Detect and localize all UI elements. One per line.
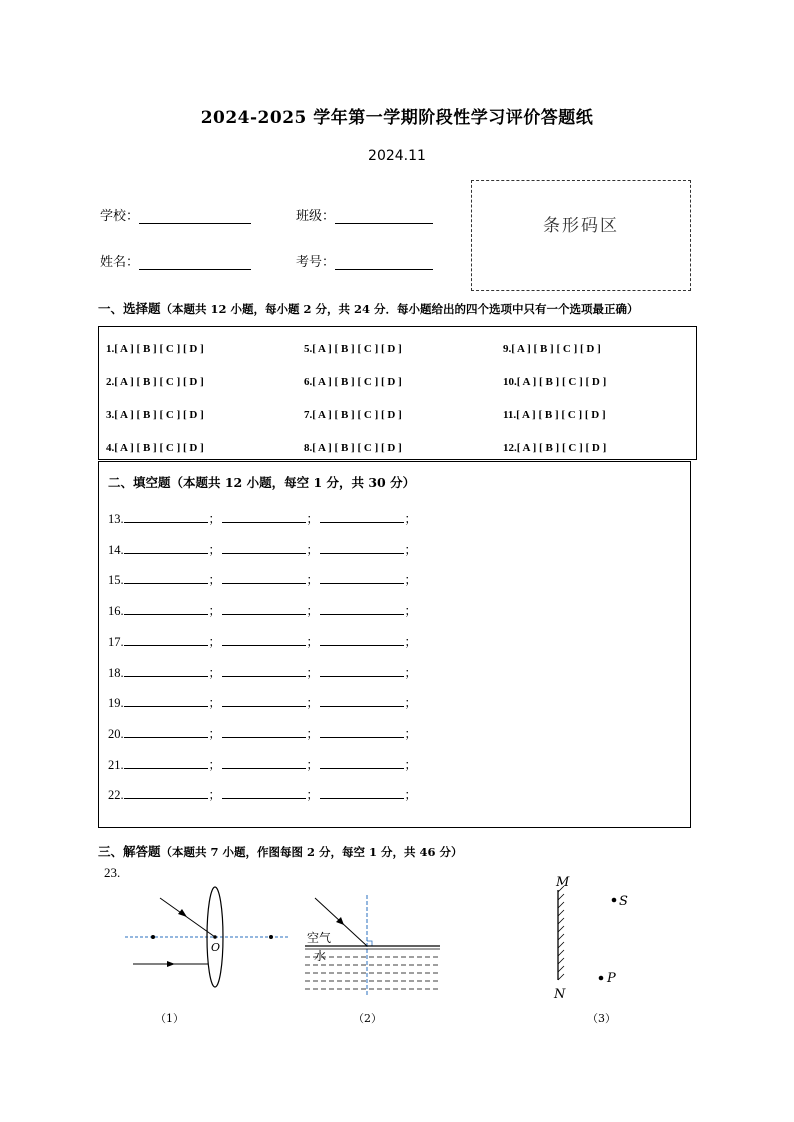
name-input-line[interactable]: [139, 255, 251, 270]
section2-title: 二、填空题（本题共 12 小题，每空 1 分，共 30 分）: [108, 475, 416, 490]
fill-row-13: [108, 509, 418, 527]
class-field[interactable]: [296, 205, 433, 224]
school-label: 学校：: [100, 209, 140, 224]
answer-blank[interactable]: [222, 571, 306, 584]
answer-blank[interactable]: [320, 694, 404, 707]
name-label: 姓名：: [100, 255, 140, 270]
answer-blank[interactable]: [124, 756, 208, 769]
fill-row-17: [108, 632, 418, 650]
answer-blank[interactable]: [222, 756, 306, 769]
answer-blank[interactable]: [320, 633, 404, 646]
separator: ；: [306, 788, 319, 802]
mc-question-10[interactable]: 10.[ A ] [ B ] [ C ] [ D ]: [503, 376, 607, 388]
answer-blank[interactable]: [222, 633, 306, 646]
mirror-hatching: [558, 886, 564, 980]
mc-question-12[interactable]: 12.[ A ] [ B ] [ C ] [ D ]: [503, 442, 607, 454]
mc-question-4[interactable]: 4.[ A ] [ B ] [ C ] [ D ]: [106, 442, 204, 454]
section1-note: （本题共 12 小题，每小题 2 分，共 24 分．每小题给出的四个选项中只有一个选项最正确）: [160, 302, 639, 316]
separator: ；: [404, 727, 417, 741]
question-number: 18.: [108, 666, 124, 680]
separator: ；: [404, 573, 417, 587]
separator: ；: [306, 543, 319, 557]
question-number: 20.: [108, 727, 124, 741]
separator: ；: [208, 635, 221, 649]
exam-no-input-line[interactable]: [335, 255, 433, 270]
label-O: O: [211, 941, 221, 954]
separator: ；: [404, 788, 417, 802]
question-number: 16.: [108, 604, 124, 618]
exam-no-field[interactable]: [296, 251, 433, 270]
fill-row-18: [108, 663, 418, 681]
answer-blank[interactable]: [320, 602, 404, 615]
mc-question-9[interactable]: 9.[ A ] [ B ] [ C ] [ D ]: [503, 343, 601, 355]
question-number: 21.: [108, 758, 124, 772]
barcode-area: 条形码区: [471, 180, 691, 291]
mc-question-3[interactable]: 3.[ A ] [ B ] [ C ] [ D ]: [106, 409, 204, 421]
answer-blank[interactable]: [320, 664, 404, 677]
separator: ；: [404, 666, 417, 680]
answer-blank[interactable]: [124, 664, 208, 677]
focal-point-left: [151, 935, 155, 939]
point-S: [612, 898, 617, 903]
label-N: N: [554, 987, 566, 1002]
answer-blank[interactable]: [222, 602, 306, 615]
separator: ；: [306, 635, 319, 649]
separator: ；: [208, 727, 221, 741]
answer-blank[interactable]: [124, 786, 208, 799]
school-field[interactable]: [100, 205, 251, 224]
arrow-icon: [178, 909, 187, 917]
mc-question-7[interactable]: 7.[ A ] [ B ] [ C ] [ D ]: [304, 409, 402, 421]
fill-row-15: [108, 570, 418, 588]
figure-2-caption: （2）: [353, 1012, 382, 1025]
answer-blank[interactable]: [124, 541, 208, 554]
answer-blank[interactable]: [320, 510, 404, 523]
answer-blank[interactable]: [222, 786, 306, 799]
answer-blank[interactable]: [222, 694, 306, 707]
answer-blank[interactable]: [124, 725, 208, 738]
section3-header: [98, 842, 463, 860]
separator: ；: [306, 512, 319, 526]
separator: ；: [208, 696, 221, 710]
fill-row-14: [108, 540, 418, 558]
answer-blank[interactable]: [124, 571, 208, 584]
separator: ；: [306, 696, 319, 710]
separator: ；: [208, 788, 221, 802]
separator: ；: [208, 543, 221, 557]
answer-blank[interactable]: [222, 664, 306, 677]
mc-question-2[interactable]: 2.[ A ] [ B ] [ C ] [ D ]: [106, 376, 204, 388]
section3-title: 三、解答题: [98, 844, 161, 859]
answer-blank[interactable]: [320, 756, 404, 769]
figure-3-plane-mirror[interactable]: [545, 868, 645, 1003]
answer-blank[interactable]: [320, 541, 404, 554]
separator: ；: [208, 512, 221, 526]
name-field[interactable]: [100, 251, 251, 270]
page-title: 2024-2025 学年第一学期阶段性学习评价答题纸: [200, 108, 594, 128]
answer-blank[interactable]: [320, 786, 404, 799]
question-number: 14.: [108, 543, 124, 557]
question-23-number: 23.: [104, 865, 121, 880]
section3-note: （本题共 7 小题，作图每图 2 分，每空 1 分，共 46 分）: [160, 845, 463, 859]
arrow-icon: [167, 961, 175, 967]
mc-question-11[interactable]: 11.[ A ] [ B ] [ C ] [ D ]: [503, 409, 606, 421]
separator: ；: [306, 727, 319, 741]
question-number: 17.: [108, 635, 124, 649]
mc-question-5[interactable]: 5.[ A ] [ B ] [ C ] [ D ]: [304, 343, 402, 355]
fill-row-22: [108, 785, 418, 803]
answer-blank[interactable]: [124, 633, 208, 646]
answer-blank[interactable]: [222, 541, 306, 554]
answer-blank[interactable]: [124, 602, 208, 615]
label-S: S: [619, 894, 628, 909]
separator: ；: [404, 635, 417, 649]
question-number: 15.: [108, 573, 124, 587]
answer-blank[interactable]: [320, 725, 404, 738]
fill-row-20: [108, 724, 418, 742]
figure-2-refraction[interactable]: [300, 890, 450, 1000]
focal-point-right: [269, 935, 273, 939]
exam-no-label: 考号：: [296, 255, 336, 270]
separator: ；: [404, 758, 417, 772]
label-air: 空气: [307, 931, 332, 945]
mc-question-8[interactable]: 8.[ A ] [ B ] [ C ] [ D ]: [304, 442, 402, 454]
separator: ；: [306, 573, 319, 587]
answer-blank[interactable]: [222, 725, 306, 738]
incident-ray-1: [160, 898, 215, 937]
separator: ；: [208, 758, 221, 772]
figure-1-caption: （1）: [155, 1012, 184, 1025]
separator: ；: [404, 512, 417, 526]
mc-question-6[interactable]: 6.[ A ] [ B ] [ C ] [ D ]: [304, 376, 402, 388]
exam-date: 2024.11: [368, 148, 426, 164]
separator: ；: [404, 543, 417, 557]
separator: ；: [208, 604, 221, 618]
separator: ；: [306, 666, 319, 680]
answer-blank[interactable]: [124, 510, 208, 523]
fill-row-19: [108, 693, 418, 711]
school-input-line[interactable]: [139, 209, 251, 224]
mc-question-1[interactable]: 1.[ A ] [ B ] [ C ] [ D ]: [106, 343, 204, 355]
label-water: 水: [314, 949, 327, 963]
fill-row-21: [108, 755, 418, 773]
question-number: 19.: [108, 696, 124, 710]
answer-blank[interactable]: [320, 571, 404, 584]
fill-row-16: [108, 601, 418, 619]
separator: ；: [404, 696, 417, 710]
answer-blank[interactable]: [124, 694, 208, 707]
class-label: 班级：: [296, 209, 336, 224]
point-P: [599, 976, 604, 981]
figure-1-lens[interactable]: [115, 880, 295, 990]
separator: ；: [404, 604, 417, 618]
label-P: P: [607, 971, 616, 986]
separator: ；: [208, 573, 221, 587]
class-input-line[interactable]: [335, 209, 433, 224]
section1-title: 一、选择题: [98, 301, 161, 316]
question-number: 22.: [108, 788, 124, 802]
separator: ；: [208, 666, 221, 680]
answer-blank[interactable]: [222, 510, 306, 523]
section1-header: [98, 299, 639, 317]
separator: ；: [306, 604, 319, 618]
figure-3-caption: （3）: [587, 1012, 616, 1025]
question-number: 13.: [108, 512, 124, 526]
right-angle-mark: [367, 941, 372, 946]
label-M: M: [556, 875, 570, 890]
separator: ；: [306, 758, 319, 772]
